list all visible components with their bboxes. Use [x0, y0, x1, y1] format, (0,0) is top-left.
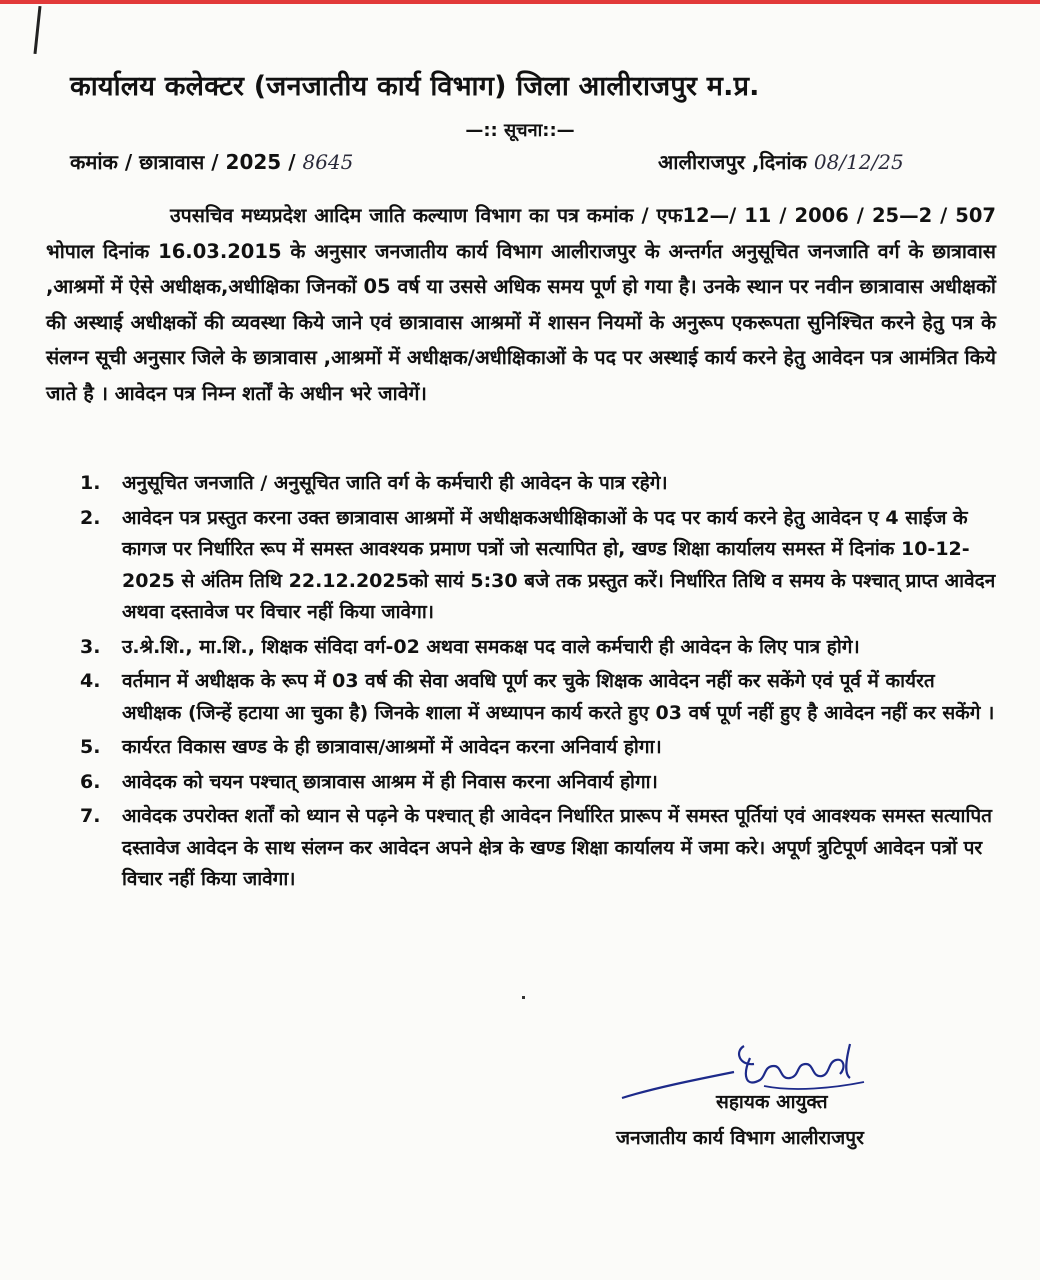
place-date-printed: आलीराजपुर ,दिनांक	[658, 150, 807, 174]
condition-text: वर्तमान में अधीक्षक के रूप में 03 वर्ष की सेवा अवधि पूर्ण कर चुके शिक्षक आवेदन नहीं कर सकेंगे एवं पूर्व में कार्यरत अधीक्षक (जिन्हें हटाया आ चुका है) जिनके शाला में अध्यापन कार्य करते हुए 03 वर्ष पूर्ण नहीं हुए है आवेदन नहीं कर सकेंगे ।	[122, 670, 995, 724]
condition-item	[80, 767, 1000, 799]
condition-number: 7.	[80, 805, 101, 827]
condition-item	[80, 468, 1000, 500]
condition-text: आवेदन पत्र प्रस्तुत करना उक्त छात्रावास आश्रमों में अधीक्षकअधीक्षिकाओं के पद पर कार्य करने हेतु आवेदन ए 4 साईज के कागज पर निर्धारित रूप में समस्त आवश्यक प्रमाण पत्रों जो सत्यापित हो, खण्ड शिक्षा कार्यालय समस्त में दिनांक 10-12-2025 से अंतिम तिथि 22.12.2025को सायं 5:30 बजे तक प्रस्तुत करें। निर्धारित तिथि व समय के पश्चात् प्राप्त आवेदन अथवा दस्तावेज पर विचार नहीं किया जावेगा।	[122, 506, 996, 623]
place-date	[658, 148, 904, 175]
top-edge-line	[0, 0, 1040, 4]
condition-number: 5.	[80, 736, 101, 758]
condition-number: 1.	[80, 472, 101, 494]
pen-mark	[33, 6, 41, 54]
conditions-list	[80, 468, 1000, 899]
date-handwritten: 08/12/25	[813, 150, 904, 174]
reference-line	[70, 148, 1010, 175]
condition-number: 6.	[80, 770, 101, 793]
body-paragraph	[46, 198, 996, 411]
condition-item	[80, 666, 1000, 729]
condition-text: आवेदक को चयन पश्चात् छात्रावास आश्रम में ही निवास करना अनिवार्य होगा।	[122, 770, 658, 793]
condition-item	[80, 632, 1000, 664]
condition-item	[80, 801, 1000, 896]
signatory-department: जनजातीय कार्य विभाग आलीराजपुर	[616, 1127, 864, 1149]
body-text: उपसचिव मध्यप्रदेश आदिम जाति कल्याण विभाग का पत्र कमांक / एफ12—/ 11 / 2006 / 25—2 / 507 भोपाल दिनांक 16.03.2015 के अनुसार जनजातीय कार्य विभाग आलीराजपुर के अन्तर्गत अनुसूचित जनजाति वर्ग के छात्रावास ,आश्रमों में ऐसे अधीक्षक,अधीक्षिका जिनकों 05 वर्ष या उससे अधिक समय पूर्ण हो गया है। उनके स्थान पर नवीन छात्रावास अधीक्षकों की अस्थाई अधीक्षकों की व्यवस्था किये जाने एवं छात्रावास आश्रमों में शासन नियमों के अनुरूप एकरूपता सुनिश्चित करने हेतु पत्र के संलग्न सूची अनुसार जिले के छात्रावास ,आश्रमों में अधीक्षक/अधीक्षिकाओं के पद पर अस्थाई कार्य करने हेतु आवेदन पत्र आमंत्रित किये जाते है । आवेदन पत्र निम्न शर्तों के अधीन भरे जावेगें।	[46, 204, 996, 405]
condition-number: 4.	[80, 670, 101, 692]
ref-number-handwritten: 8645	[302, 150, 354, 174]
condition-text: आवेदक उपरोक्त शर्तों को ध्यान से पढ़ने के पश्चात् ही आवेदन निर्धारित प्रारूप में समस्त पूर्तियां एवं आवश्यक समस्त सत्यापित दस्तावेज आवेदन के साथ संलग्न कर आवेदन अपने क्षेत्र के खण्ड शिक्षा कार्यालय में जमा करे। अपूर्ण त्रुटिपूर्ण आवेदन पत्रों पर विचार नहीं किया जावेगा।	[122, 805, 993, 890]
office-title: कार्यालय कलेक्टर (जनजातीय कार्य विभाग) जिला आलीराजपुर म.प्र.	[70, 71, 760, 102]
condition-item	[80, 503, 1000, 629]
condition-number: 2.	[80, 506, 101, 529]
signatory-designation: सहायक आयुक्त	[716, 1091, 828, 1113]
ref-number-printed: कमांक / छात्रावास / 2025 /	[70, 150, 296, 174]
condition-item	[80, 732, 1000, 764]
ink-dot	[522, 996, 525, 999]
condition-text: उ.श्रे.शि., मा.शि., शिक्षक संविदा वर्ग-02 अथवा समकक्ष पद वाले कर्मचारी ही आवेदन के लिए पात्र होगे।	[122, 635, 860, 658]
condition-text: कार्यरत विकास खण्ड के ही छात्रावास/आश्रमों में आवेदन करना अनिवार्य होगा।	[122, 736, 662, 758]
notice-label: —:: सूचना::—	[465, 120, 575, 141]
condition-text: अनुसूचित जनजाति / अनुसूचित जाति वर्ग के कर्मचारी ही आवेदन के पात्र रहेगे।	[122, 472, 668, 494]
condition-number: 3.	[80, 635, 101, 658]
